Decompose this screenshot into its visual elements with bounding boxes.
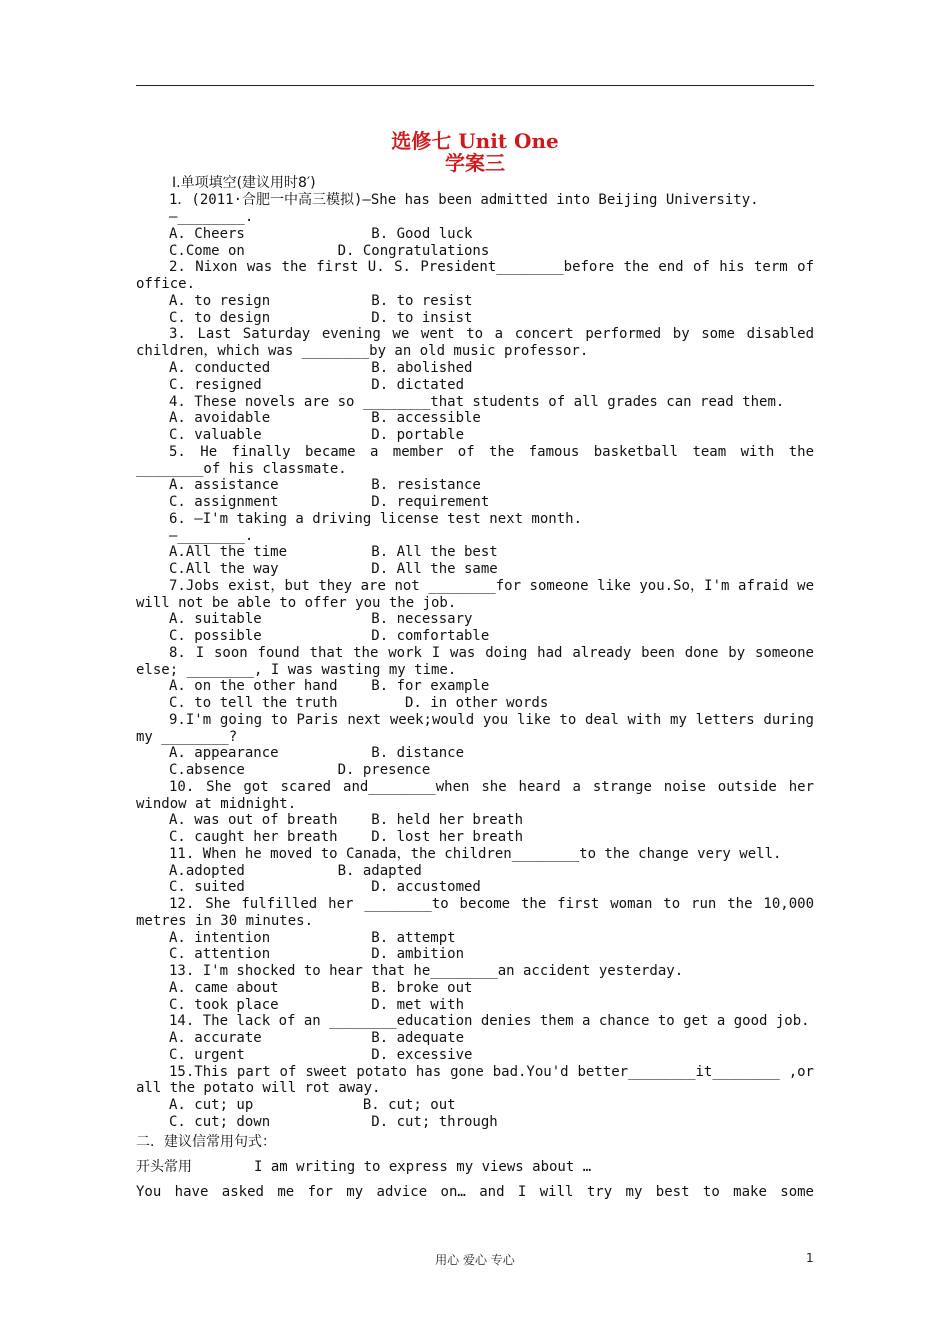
text-line: 11. When he moved to Canada，the children________to the change very well. — [169, 846, 782, 862]
document-subtitle: 学案三 — [445, 151, 505, 175]
section2-heading: 二．建议信常用句式： — [136, 1134, 276, 1150]
text-line: 14. The lack of an ________education denies them a chance to get a good job. — [169, 1013, 810, 1029]
text-line: 8. I soon found that the work I was doing had already been done by someone — [169, 645, 814, 661]
text-line: I am writing to express my views about … — [254, 1159, 592, 1175]
section1-heading: Ⅰ.单项填空(建议用时8′) — [172, 175, 316, 191]
text-line: 12. She fulfilled her ________to become the first woman to run the 10,000 — [169, 896, 814, 912]
text-line: 2. Nixon was the first U. S. President________before the end of his term of — [169, 259, 814, 275]
text-line: 10. She got scared and________when she heard a strange noise outside her — [169, 779, 814, 795]
text-line: A. cut; up B. cut; out — [169, 1097, 456, 1113]
text-line: C.absence D. presence — [169, 762, 431, 778]
text-line: C. resigned D. dictated — [169, 377, 465, 393]
text-line: C.All the way D. All the same — [169, 561, 498, 577]
text-line: C. assignment D. requirement — [169, 494, 490, 510]
text-line: A. was out of breath B. held her breath — [169, 812, 524, 828]
text-line: C. to tell the truth D. in other words — [169, 695, 549, 711]
text-line: A. suitable B. necessary — [169, 611, 473, 627]
text-line: 13. I'm shocked to hear that he________an accident yesterday. — [169, 963, 684, 979]
text-line: C. urgent D. excessive — [169, 1047, 473, 1063]
page-footer: 用心 爱心 专心 — [435, 1253, 515, 1267]
text-line: office. — [136, 276, 196, 292]
text-line: 5. He finally became a member of the famous basketball team with the — [169, 444, 814, 460]
text-line: A.adopted B. adapted — [169, 863, 422, 879]
text-line: A. avoidable B. accessible — [169, 410, 481, 426]
text-line: C.Come on D. Congratulations — [169, 243, 490, 259]
text-line: C. attention D. ambition — [169, 946, 465, 962]
text-line: ________of his classmate. — [136, 461, 347, 477]
text-line: C. suited D. accustomed — [169, 879, 481, 895]
text-line: A. conducted B. abolished — [169, 360, 473, 376]
text-line: C. possible D. comfortable — [169, 628, 490, 644]
text-line: A. came about B. broke out — [169, 980, 473, 996]
text-line: 9.I'm going to Paris next week;would you like to deal with my letters during — [169, 712, 814, 728]
text-line: A. appearance B. distance — [169, 745, 465, 761]
text-line: A.All the time B. All the best — [169, 544, 498, 560]
text-line: A. assistance B. resistance — [169, 477, 481, 493]
section2-label: 开头常用 — [136, 1159, 192, 1175]
text-line: metres in 30 minutes. — [136, 913, 314, 929]
text-line: C. caught her breath D. lost her breath — [169, 829, 524, 845]
text-line: 1．(2011·合肥一中高三模拟)—She has been admitted into Beijing University. — [169, 192, 759, 208]
text-line: C. to design D. to insist — [169, 310, 473, 326]
document-title: 选修七 Unit One — [391, 129, 559, 153]
text-line: A. intention B. attempt — [169, 930, 456, 946]
text-line: —________. — [169, 528, 254, 544]
text-line: all the potato will rot away. — [136, 1080, 381, 1096]
text-line: 6. —I'm taking a driving license test next month. — [169, 511, 583, 527]
text-line: C. valuable D. portable — [169, 427, 465, 443]
page-number: 1 — [806, 1251, 814, 1265]
text-line: 7.Jobs exist，but they are not ________for someone like you.So，I'm afraid we — [169, 578, 814, 594]
text-line: 15.This part of sweet potato has gone bad.You'd better________it________ ,or — [169, 1064, 814, 1080]
text-line: C. took place D. met with — [169, 997, 465, 1013]
text-line: You have asked me for my advice on… and I will try my best to make some — [136, 1184, 814, 1200]
text-line: —________. — [169, 209, 254, 225]
text-line: my ________? — [136, 729, 238, 745]
text-line: 4. These novels are so ________that students of all grades can read them. — [169, 394, 785, 410]
text-line: 3. Last Saturday evening we went to a concert performed by some disabled — [169, 326, 814, 342]
text-line: A. Cheers B. Good luck — [169, 226, 473, 242]
text-line: A. on the other hand B. for example — [169, 678, 490, 694]
text-line: will not be able to offer you the job. — [136, 595, 457, 611]
text-line: C. cut; down D. cut; through — [169, 1114, 498, 1130]
text-line: window at midnight. — [136, 796, 297, 812]
text-line: else; ________, I was wasting my time. — [136, 662, 457, 678]
text-line: A. to resign B. to resist — [169, 293, 473, 309]
text-line: A. accurate B. adequate — [169, 1030, 465, 1046]
header-rule — [136, 85, 814, 86]
text-line: children，which was ________by an old music professor. — [136, 343, 589, 359]
